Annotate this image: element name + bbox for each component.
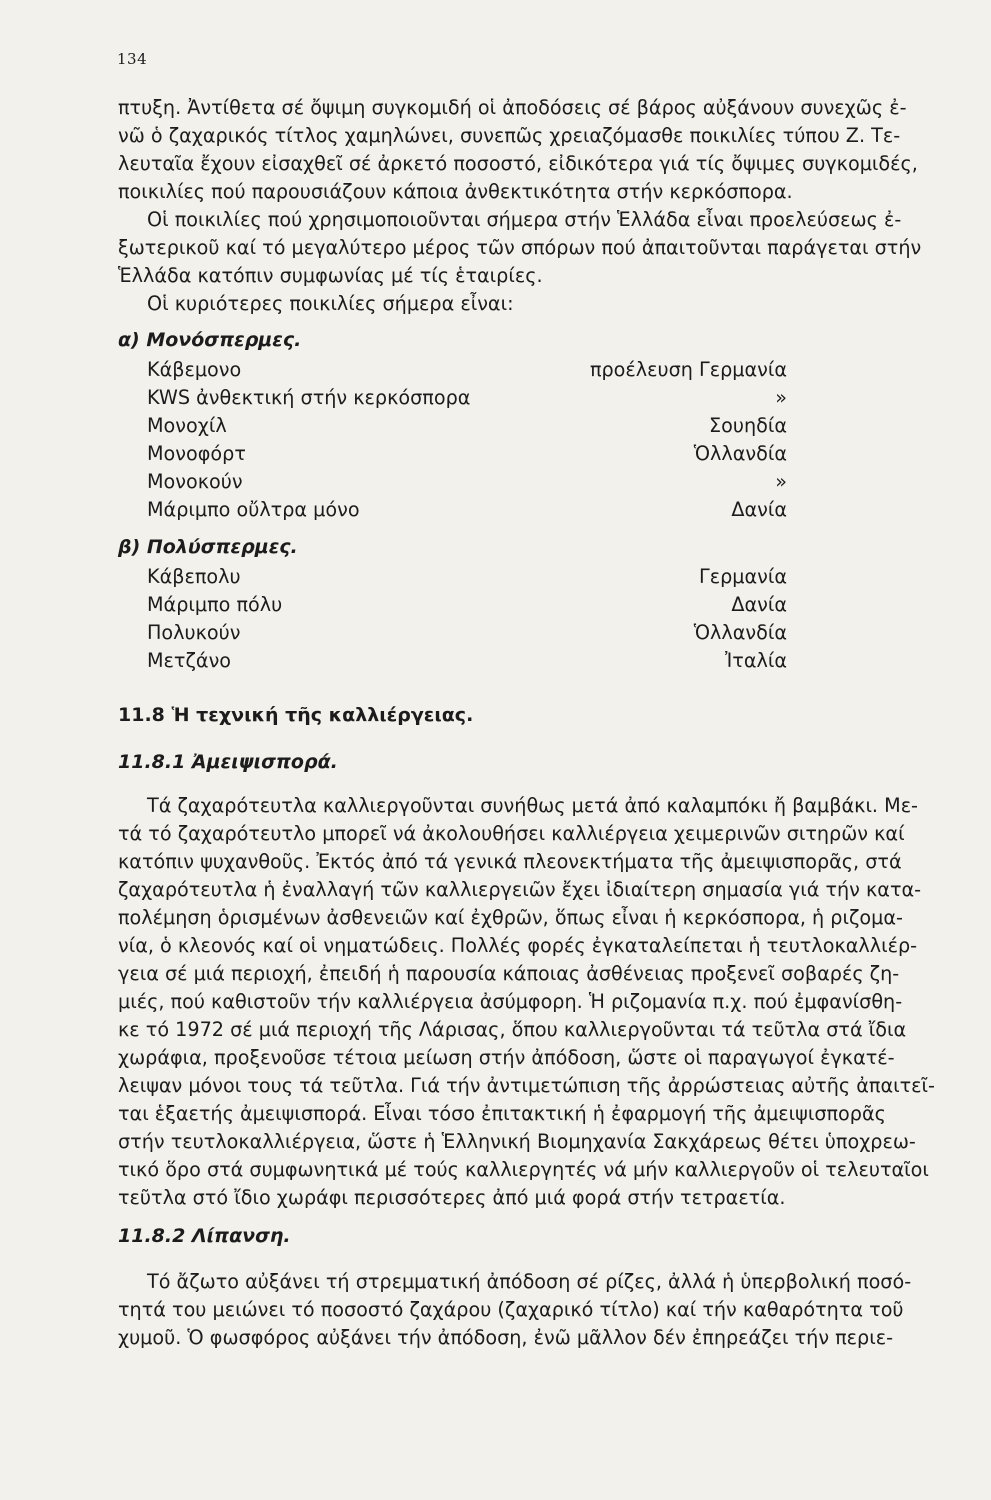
variety-origin: προέλευση Γερμανία [589, 358, 787, 381]
variety-row [147, 496, 787, 524]
text-line: τεῦτλα στό ἴδιο χωράφι περισσότερες ἀπό μιά φορά στήν τετραετία. [118, 1186, 786, 1209]
paragraph-intro [118, 94, 940, 206]
text-line: Οἱ ποικιλίες πού χρησιμοποιοῦνται σήμερα στήν Ἑλλάδα εἶναι προελεύσεως ἐ- [147, 208, 902, 231]
text-line: Τά ζαχαρότευτλα καλλιεργοῦνται συνήθως μετά ἀπό καλαμπόκι ἤ βαμβάκι. Με- [147, 794, 918, 817]
variety-origin: Ὁλλανδία [693, 442, 787, 465]
text-line: ξωτερικοῦ καί τό μεγαλύτερο μέρος τῶν σπόρων πού ἀπαιτοῦνται παράγεται στήν [118, 236, 922, 259]
page-number: 134 [117, 50, 148, 68]
variety-list-polygerm [147, 563, 787, 675]
text-line: τά τό ζαχαρότευτλο μπορεῖ νά ἀκολουθήσει καλλιέργεια χειμερινῶν σιτηρῶν καί [118, 822, 905, 845]
variety-row [147, 440, 787, 468]
text-line: ται ἑξαετής ἀμειψισπορά. Εἶναι τόσο ἐπιτακτική ἡ ἐφαρμογή τῆς ἀμειψισπορᾶς [118, 1102, 886, 1125]
variety-origin: Ἰταλία [725, 649, 787, 672]
variety-name: Μάριμπο οὔλτρα μόνο [147, 498, 360, 521]
text-line: λευταῖα ἔχουν εἰσαχθεῖ σέ ἀρκετό ποσοστό, εἰδικότερα γιά τίς ὄψιμες συγκομιδές, [118, 152, 918, 175]
variety-row [147, 619, 787, 647]
variety-origin: Γερμανία [699, 565, 787, 588]
section-heading-cultivation: 11.8 Ἡ τεχνική τῆς καλλιέργειας. [118, 704, 474, 726]
variety-name: Κάβεπολυ [147, 565, 241, 588]
subsection-heading-fertilization: 11.8.2 Λίπανση. [118, 1225, 291, 1247]
text-line: νία, ὁ κλεονός καί οἱ νηματώδεις. Πολλές φορές ἐγκαταλείπεται ἡ τευτλοκαλλιέρ- [118, 934, 918, 957]
variety-row [147, 563, 787, 591]
variety-name: Κάβεμονο [147, 358, 242, 381]
subheading-polygerm: β) Πολύσπερμες. [118, 536, 298, 558]
variety-row [147, 468, 787, 496]
text-line: χυμοῦ. Ὁ φωσφόρος αὐξάνει τήν ἀπόδοση, ἐνῶ μᾶλλον δέν ἐπηρεάζει τήν περιε- [118, 1326, 894, 1349]
text-line: χωράφια, προξενοῦσε τέτοια μείωση στήν ἀπόδοση, ὥστε οἱ παραγωγοί ἐγκατέ- [118, 1046, 895, 1069]
variety-origin: Σουηδία [708, 414, 787, 437]
text-line: κατόπιν ψυχανθοῦς. Ἐκτός ἀπό τά γενικά πλεονεκτήματα τῆς ἀμειψισπορᾶς, στά [118, 850, 902, 873]
variety-origin: » [775, 386, 787, 409]
text-line: τητά του μειώνει τό ποσοστό ζαχάρου (ζαχαρικό τίτλο) καί τήν καθαρότητα τοῦ [118, 1298, 904, 1321]
text-line: Ἑλλάδα κατόπιν συμφωνίας μέ τίς ἑταιρίες. [118, 264, 543, 287]
variety-origin: Δανία [731, 498, 787, 521]
text-line: στήν τευτλοκαλλιέργεια, ὥστε ἡ Ἑλληνική Βιομηχανία Σακχάρεως θέτει ὑποχρεω- [118, 1130, 916, 1153]
paragraph-crop-rotation [118, 792, 940, 1212]
text-line: Οἱ κυριότερες ποικιλίες σήμερα εἶναι: [147, 292, 514, 315]
text-line: νῶ ὁ ζαχαρικός τίτλος χαμηλώνει, συνεπῶς χρειαζόμασθε ποικιλίες τύπου Ζ. Τε- [118, 124, 901, 147]
text-line: μιές, πού καθιστοῦν τήν καλλιέργεια ἀσύμφορη. Ἡ ριζομανία π.χ. πού ἐμφανίσθη- [118, 990, 903, 1013]
paragraph-fertilization [118, 1268, 940, 1352]
paragraph-main-varieties [118, 290, 940, 318]
variety-name: Μονοφόρτ [147, 442, 246, 465]
variety-row [147, 591, 787, 619]
subheading-monogerm: α) Μονόσπερμες. [118, 329, 302, 351]
text-line: λειψαν μόνοι τους τά τεῦτλα. Γιά τήν ἀντιμετώπιση τῆς ἀρρώστειας αὐτῆς ἀπαιτεῖ- [118, 1074, 935, 1097]
variety-origin: Δανία [731, 593, 787, 616]
text-line: τικό ὅρο στά συμφωνητικά μέ τούς καλλιεργητές νά μήν καλλιεργοῦν οἱ τελευταῖοι [118, 1158, 929, 1181]
text-line: πτυξη. Ἀντίθετα σέ ὄψιμη συγκομιδή οἱ ἀποδόσεις σέ βάρος αὐξάνουν συνεχῶς ἐ- [118, 96, 907, 119]
variety-origin: Ὁλλανδία [693, 621, 787, 644]
variety-row [147, 412, 787, 440]
variety-name: KWS ἀνθεκτική στήν κερκόσπορα [147, 386, 471, 409]
paragraph-varieties [118, 206, 940, 290]
variety-row [147, 647, 787, 675]
variety-name: Πολυκούν [147, 621, 241, 644]
subsection-heading-crop-rotation: 11.8.1 Ἀμειψισπορά. [118, 751, 338, 773]
text-line: πολέμηση ὁρισμένων ἀσθενειῶν καί ἐχθρῶν, ὅπως εἶναι ἡ κερκόσπορα, ἡ ριζομα- [118, 906, 903, 929]
text-line: ζαχαρότευτλα ἡ ἐναλλαγή τῶν καλλιεργειῶν ἔχει ἰδιαίτερη σημασία γιά τήν κατα- [118, 878, 922, 901]
variety-row [147, 356, 787, 384]
variety-origin: » [775, 470, 787, 493]
variety-name: Μονοχίλ [147, 414, 227, 437]
text-line: κε τό 1972 σέ μιά περιοχή τῆς Λάρισας, ὅπου καλλιεργοῦνται τά τεῦτλα στά ἴδια [118, 1018, 907, 1041]
variety-name: Μετζάνο [147, 649, 232, 672]
text-line: ποικιλίες πού παρουσιάζουν κάποια ἀνθεκτικότητα στήν κερκόσπορα. [118, 180, 793, 203]
variety-name: Μονοκούν [147, 470, 243, 493]
variety-list-monogerm [147, 356, 787, 524]
text-line: γεια σέ μιά περιοχή, ἐπειδή ἡ παρουσία κάποιας ἀσθένειας προξενεῖ σοβαρές ζη- [118, 962, 900, 985]
text-line: Τό ἄζωτο αὐξάνει τή στρεμματική ἀπόδοση σέ ρίζες, ἀλλά ἡ ὑπερβολική ποσό- [147, 1270, 912, 1293]
variety-name: Μάριμπο πόλυ [147, 593, 283, 616]
variety-row [147, 384, 787, 412]
